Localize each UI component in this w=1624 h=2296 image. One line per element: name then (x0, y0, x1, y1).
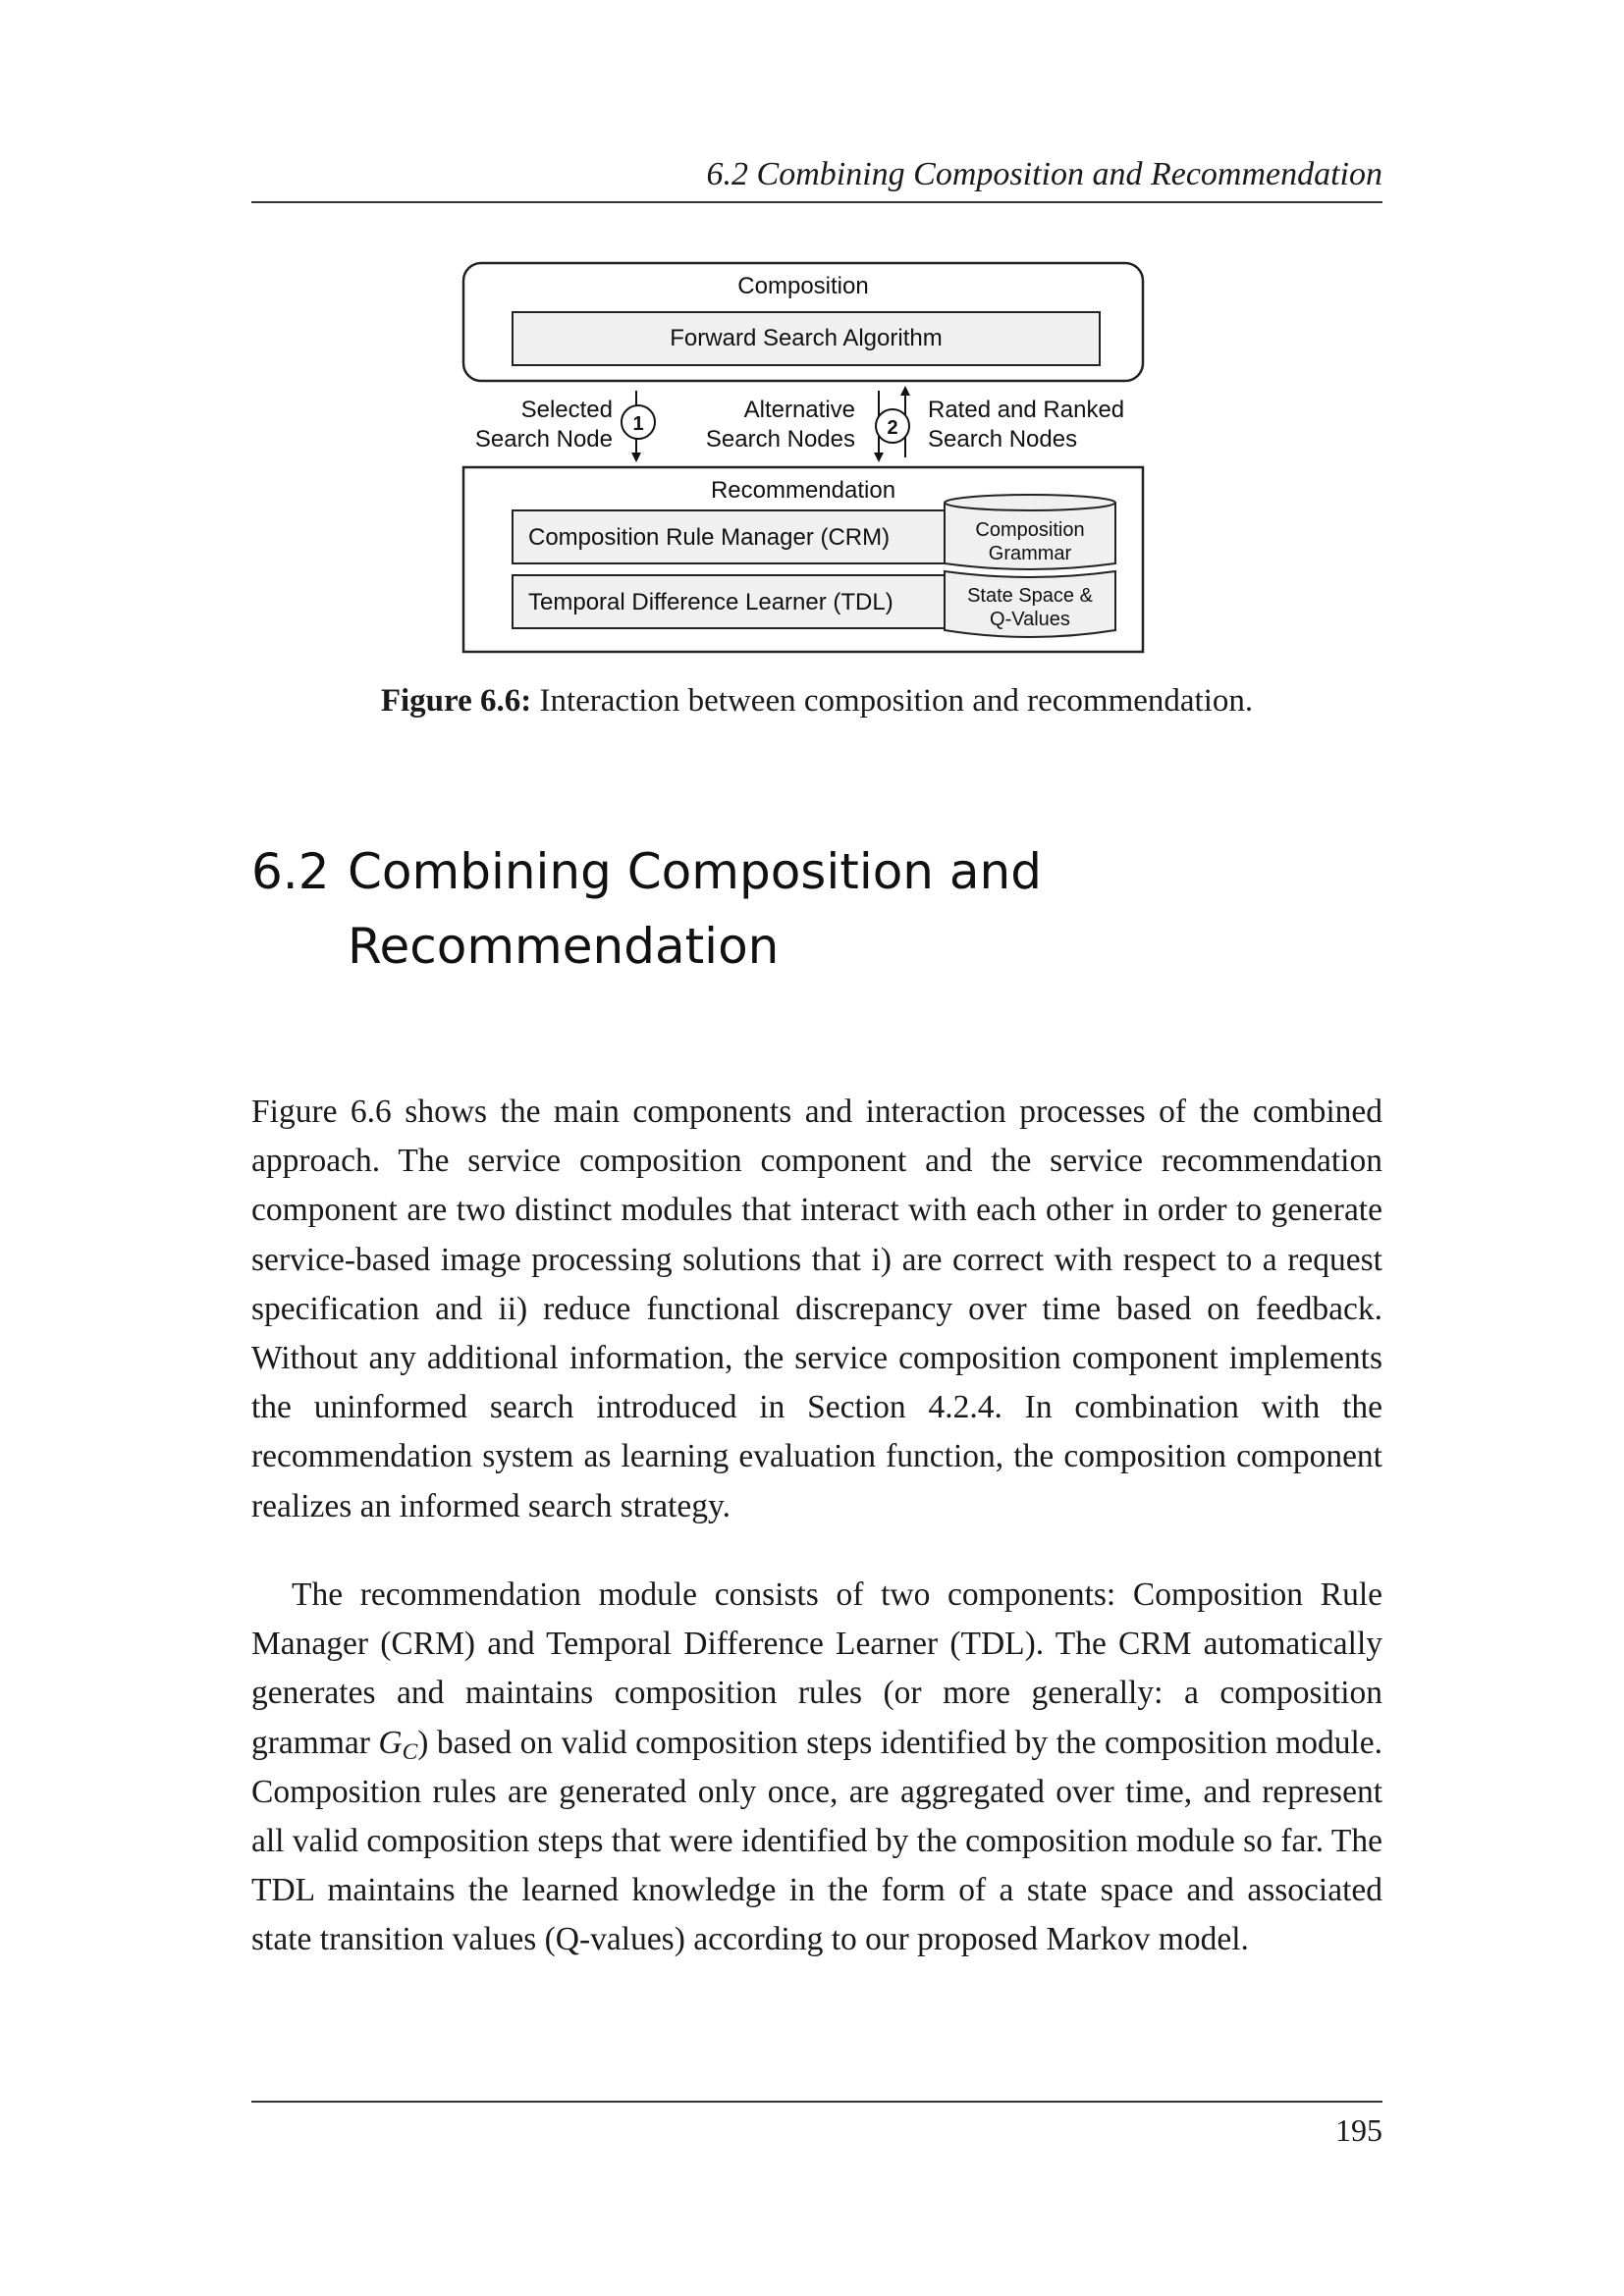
selected-label-1: Selected (520, 397, 613, 423)
paragraph-2-part-2: ) based on valid composition steps identified by the composition module. Composition rules are generated only once, are aggregated over time, and represent all valid composition steps that were identified by the composition module so far. The TDL maintains the learned knowledge in the form of a state space and associated state transition values (Q-values) according to our proposed Markov model. (251, 1724, 1382, 1958)
paragraph-2 (251, 1571, 1382, 1965)
selected-label-2: Search Node (474, 426, 613, 453)
section-heading (251, 834, 1382, 984)
recommendation-title: Recommendation (710, 477, 896, 504)
grammar-label-2: Grammar (988, 543, 1072, 564)
figure-caption (251, 679, 1382, 722)
alternative-label-1: Alternative (743, 397, 855, 423)
math-subscript-c: C (402, 1738, 418, 1765)
rated-label-1: Rated and Ranked (928, 397, 1125, 423)
section-title-line2: Recommendation (348, 918, 780, 975)
paragraph-1: Figure 6.6 shows the main components and interaction processes of the combined approach. The service composition component and the service recommendation component are two distinct modules that interact with each other in order to generate service-based image processing solutions that i) are correct with respect to a request specification and ii) reduce functional discrepancy over time based on feedback. Without any additional information, the service composition component implements the uninformed search introduced in Section 4.2.4. In combination with the recommendation system as learning evaluation function, the composition component realizes an informed search strategy. (251, 1094, 1382, 1524)
crm-label: Composition Rule Manager (CRM) (528, 524, 891, 551)
math-g: G (378, 1724, 403, 1761)
statespace-label-2: Q-Values (990, 609, 1070, 630)
caption-text: Interaction between composition and recommendation. (531, 683, 1254, 719)
step-2-label: 2 (887, 417, 898, 439)
figure-diagram (0, 0, 1624, 667)
tdl-label: Temporal Difference Learner (TDL) (528, 589, 893, 615)
forward-search-label: Forward Search Algorithm (670, 325, 943, 351)
rated-label-2: Search Nodes (928, 426, 1078, 453)
footer-rule (251, 2101, 1382, 2103)
section-title-line1: Combining Composition and (348, 843, 1042, 900)
page-number: 195 (1335, 2112, 1382, 2148)
paragraph-2-part-1: The recommendation module consists of two components: Composition Rule Manager (CRM) and Temporal Difference Learner (TDL). The CRM automatically generates and maintains composition rules (or more generally: a composition grammar (251, 1576, 1382, 1761)
caption-label: Figure 6.6: (380, 683, 532, 719)
section-number: 6.2 (251, 843, 330, 900)
grammar-label-1: Composition (975, 519, 1085, 541)
running-head: 6.2 Combining Composition and Recommendation (706, 156, 1382, 192)
statespace-label-1: State Space & (967, 585, 1093, 607)
composition-title: Composition (737, 273, 869, 299)
step-1-label: 1 (632, 413, 644, 435)
alternative-label-2: Search Nodes (705, 426, 855, 453)
